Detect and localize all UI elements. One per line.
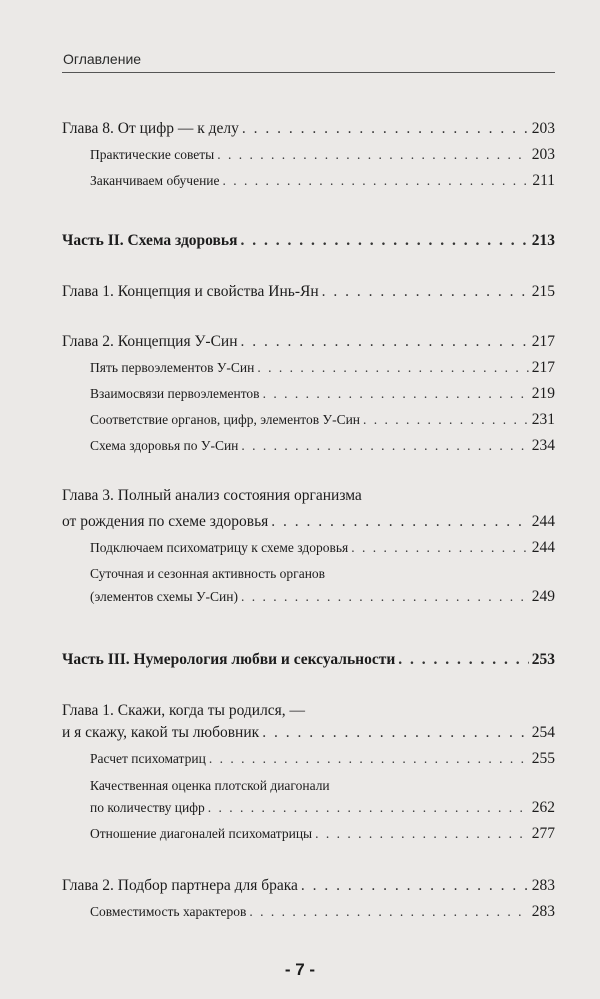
toc-entry-title: Совместимость характеров xyxy=(90,904,247,919)
toc-entry-page: 234 xyxy=(531,437,555,454)
toc-entry-page: 217 xyxy=(531,333,555,350)
toc-entry-page: 231 xyxy=(531,411,555,428)
toc-entry-title-line1: Суточная и сезонная активность органов xyxy=(90,566,326,581)
toc-entry-page: 217 xyxy=(531,359,555,376)
toc-entry[interactable] xyxy=(90,750,555,768)
toc-entry-title: Часть III. Нумерология любви и сексуальности xyxy=(62,651,396,668)
dot-leader xyxy=(242,120,529,138)
toc-entry-title-line1: Глава 3. Полный анализ состояния организма xyxy=(62,487,362,504)
toc-entry-page: 244 xyxy=(531,539,555,556)
toc-entry-page: 262 xyxy=(531,799,555,816)
toc-entry-title: Глава 1. Концепция и свойства Инь-Ян xyxy=(62,283,319,300)
dot-leader xyxy=(249,904,528,920)
toc-entry-title: Заканчиваем обучение xyxy=(90,173,220,188)
dot-leader xyxy=(209,751,529,767)
header-rule xyxy=(62,72,555,73)
toc-entry-title-line1: Качественная оценка плотской диагонали xyxy=(90,778,330,793)
toc-entry-page: 244 xyxy=(531,513,555,530)
toc-entry-page: 255 xyxy=(531,750,555,767)
dot-leader xyxy=(208,800,529,816)
toc-part-entry[interactable] xyxy=(62,651,555,669)
toc-entry-title: Соответствие органов, цифр, элементов У-Син xyxy=(90,412,361,427)
dot-leader xyxy=(363,412,529,428)
dot-leader xyxy=(223,173,530,189)
dot-leader xyxy=(322,283,529,301)
toc-entry[interactable] xyxy=(90,359,555,377)
toc-entry-title: Часть II. Схема здоровья xyxy=(62,232,238,249)
toc-entry-title: Взаимосвязи первоэлементов xyxy=(90,386,260,401)
toc-entry[interactable] xyxy=(62,283,555,301)
toc-entry-title-line2: (элементов схемы У-Син) xyxy=(90,589,238,604)
toc-entry-page: 219 xyxy=(531,385,555,402)
toc-entry[interactable] xyxy=(62,877,555,895)
toc-entry-page: 203 xyxy=(531,146,555,163)
dot-leader xyxy=(217,147,528,163)
toc-entry-title: Пять первоэлементов У-Син xyxy=(90,360,255,375)
toc-entry-page: 215 xyxy=(531,283,555,300)
dot-leader xyxy=(351,540,529,556)
dot-leader xyxy=(257,360,528,376)
toc-entry[interactable] xyxy=(90,172,555,190)
dot-leader xyxy=(398,651,528,669)
toc-entry-page: 277 xyxy=(531,825,555,842)
toc-entry-page: 283 xyxy=(531,903,555,920)
dot-leader xyxy=(263,386,529,402)
toc-entry-title: Подключаем психоматрицу к схеме здоровья xyxy=(90,540,349,555)
dot-leader xyxy=(241,232,529,250)
dot-leader xyxy=(241,333,529,351)
running-head: Оглавление xyxy=(63,51,142,67)
toc-entry[interactable] xyxy=(62,333,555,351)
toc-entry[interactable] xyxy=(90,588,555,606)
toc-entry-title-line1: Глава 1. Скажи, когда ты родился, — xyxy=(62,702,306,719)
toc-entry-title: Глава 2. Концепция У-Син xyxy=(62,333,238,350)
toc-entry[interactable] xyxy=(90,385,555,403)
dot-leader xyxy=(241,438,528,454)
toc-entry-title: Глава 2. Подбор партнера для брака xyxy=(62,877,298,894)
toc-entry[interactable] xyxy=(62,120,555,138)
toc-entry-page: 203 xyxy=(531,120,555,137)
dot-leader xyxy=(271,513,528,531)
toc-entry[interactable] xyxy=(62,724,555,742)
dot-leader xyxy=(241,589,529,605)
toc-entry[interactable] xyxy=(90,437,555,455)
toc-entry-page: 213 xyxy=(531,232,555,249)
toc-entry-title: Отношение диагоналей психоматрицы xyxy=(90,826,313,841)
toc-entry[interactable] xyxy=(90,539,555,557)
dot-leader xyxy=(301,877,529,895)
toc-entry-title: Схема здоровья по У-Син xyxy=(90,438,239,453)
dot-leader xyxy=(315,826,529,842)
toc-entry-title-line2: от рождения по схеме здоровья xyxy=(62,513,269,530)
toc-entry-page: 283 xyxy=(531,877,555,894)
toc-entry[interactable] xyxy=(90,146,555,164)
dot-leader xyxy=(262,724,529,742)
toc-entry[interactable] xyxy=(90,411,555,429)
toc-entry-title: Расчет психоматриц xyxy=(90,751,206,766)
toc-entry-page: 253 xyxy=(531,651,555,668)
toc-entry-title-line2: и я скажу, какой ты любовник xyxy=(62,724,260,741)
page-number: - 7 - xyxy=(284,960,316,979)
toc-entry[interactable] xyxy=(90,903,555,921)
toc-entry[interactable] xyxy=(62,513,555,531)
toc-entry-page: 211 xyxy=(532,172,555,189)
toc-part-entry[interactable] xyxy=(62,232,555,250)
toc-entry-title: Глава 8. От цифр — к делу xyxy=(62,120,239,137)
toc-entry-page: 254 xyxy=(531,724,555,741)
toc-entry[interactable] xyxy=(90,799,555,817)
toc-entry[interactable] xyxy=(90,825,555,843)
toc-entry-page: 249 xyxy=(531,588,555,605)
toc-entry-title: Практические советы xyxy=(90,147,215,162)
toc-entry-title-line2: по количеству цифр xyxy=(90,800,205,815)
